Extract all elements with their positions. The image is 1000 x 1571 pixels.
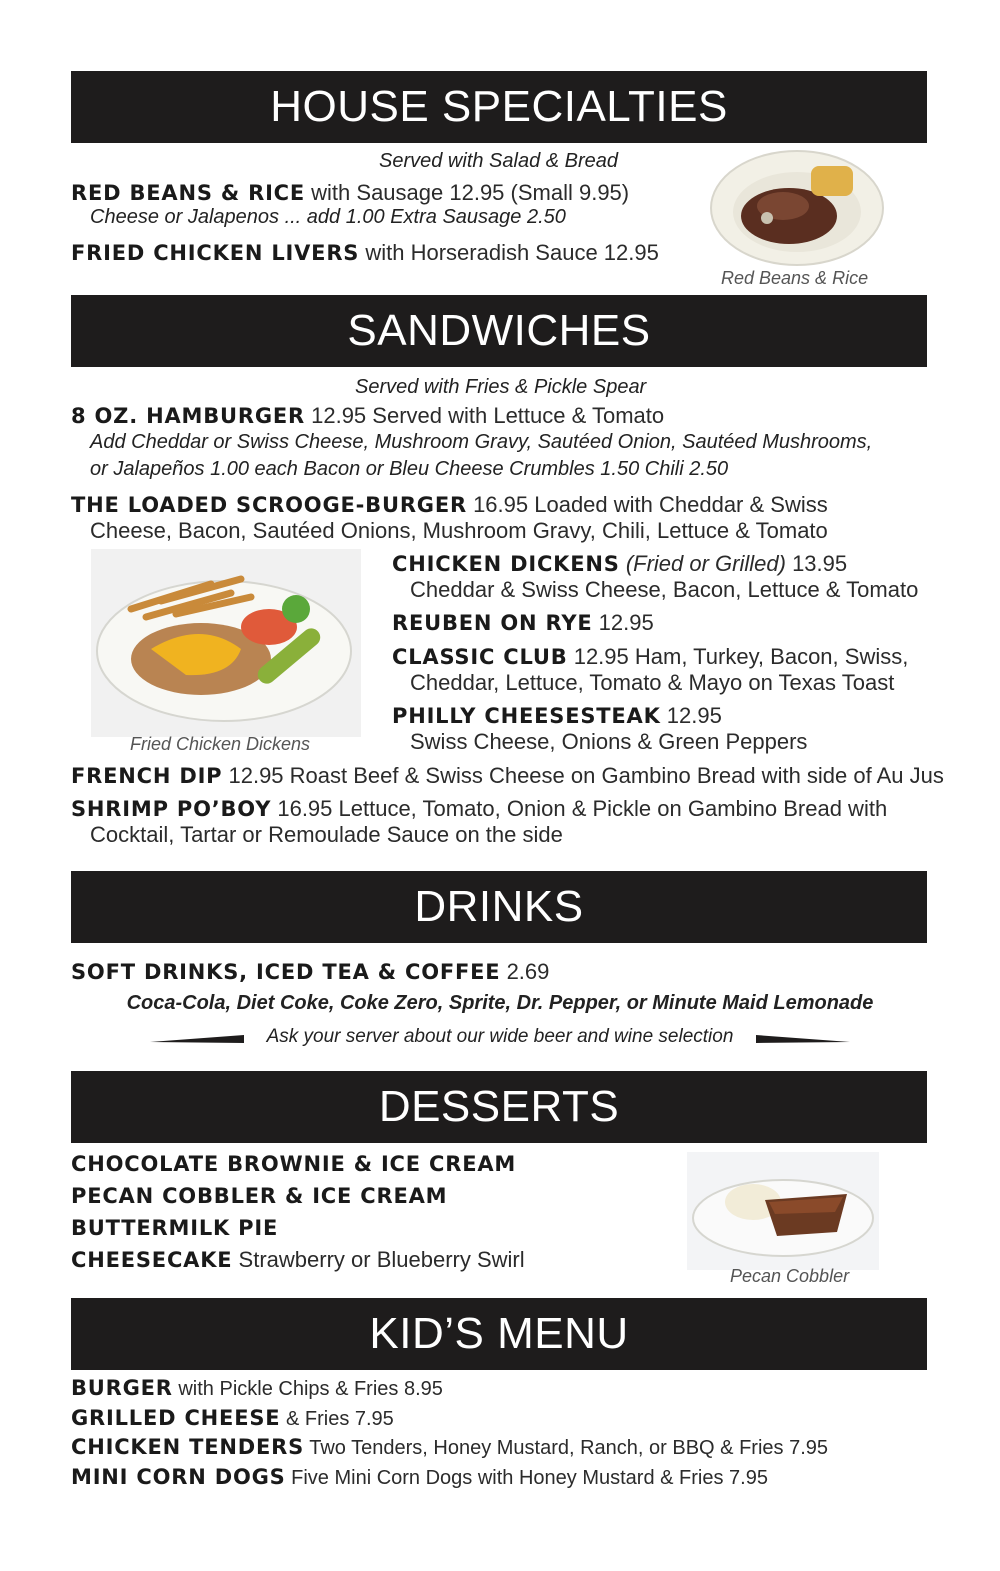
- sandwiches-served-note: Served with Fries & Pickle Spear: [355, 376, 647, 398]
- item-desc-cont: Cheddar, Lettuce, Tomato & Mayo on Texas Toast: [410, 670, 895, 695]
- red-beans-photo: [709, 148, 885, 268]
- item-name: GRILLED CHEESE: [71, 1406, 281, 1430]
- item-desc-cont: Swiss Cheese, Onions & Green Peppers: [410, 729, 808, 754]
- desserts-header: DESSERTS: [71, 1071, 927, 1143]
- menu-item: [392, 551, 847, 577]
- kids-menu-header: KID’S MENU: [71, 1298, 927, 1370]
- item-desc-cont: Cheddar & Swiss Cheese, Bacon, Lettuce & Tomato: [410, 577, 919, 602]
- item-desc-cont: Cheese, Bacon, Sautéed Onions, Mushroom Gravy, Chili, Lettuce & Tomato: [90, 518, 828, 543]
- item-desc: with Sausage 12.95 (Small 9.95): [305, 180, 630, 205]
- item-name: CHOCOLATE BROWNIE & ICE CREAM: [71, 1152, 517, 1176]
- menu-item: [71, 492, 828, 518]
- item-addon: or Jalapeños 1.00 each Bacon or Bleu Cheese Crumbles 1.50 Chili 2.50: [90, 458, 729, 480]
- pecan-cobbler-photo: [687, 1152, 879, 1270]
- item-desc: 12.95 Ham, Turkey, Bacon, Swiss,: [567, 644, 909, 669]
- item-desc: 16.95 Lettuce, Tomato, Onion & Pickle on Gambino Bread with: [271, 796, 888, 821]
- item-name: 8 OZ. HAMBURGER: [71, 404, 305, 428]
- drinks-list: Coca-Cola, Diet Coke, Coke Zero, Sprite, Dr. Pepper, or Minute Maid Lemonade: [126, 992, 874, 1014]
- item-desc: 12.95: [660, 703, 722, 728]
- item-desc: 2.69: [500, 959, 550, 984]
- menu-item: [71, 1375, 443, 1402]
- menu-item: [71, 763, 944, 789]
- item-name: CHEESECAKE: [71, 1248, 233, 1272]
- item-name: FRENCH DIP: [71, 764, 223, 788]
- menu-item: [71, 1183, 447, 1209]
- menu-item: [71, 959, 549, 985]
- item-desc: Five Mini Corn Dogs with Honey Mustard & Fries 7.95: [285, 1467, 768, 1489]
- item-option: (Fried or Grilled): [619, 551, 786, 576]
- menu-item: [71, 403, 664, 429]
- item-name: CHICKEN TENDERS: [71, 1435, 305, 1459]
- menu-item: [392, 644, 908, 670]
- item-name: BUTTERMILK PIE: [71, 1216, 279, 1240]
- item-desc: Two Tenders, Honey Mustard, Ranch, or BBQ & Fries 7.95: [304, 1437, 828, 1459]
- item-name: REUBEN ON RYE: [392, 611, 593, 635]
- item-name: CHICKEN DICKENS: [392, 552, 620, 576]
- item-name: PHILLY CHEESESTEAK: [392, 704, 661, 728]
- menu-item: [71, 240, 659, 266]
- house-served-note: Served with Salad & Bread: [379, 150, 619, 172]
- item-desc: 12.95: [592, 610, 654, 635]
- item-desc: Strawberry or Blueberry Swirl: [232, 1247, 525, 1272]
- item-name: PECAN COBBLER & ICE CREAM: [71, 1184, 448, 1208]
- item-addon: Cheese or Jalapenos ... add 1.00 Extra Sausage 2.50: [90, 206, 566, 228]
- drinks-header: DRINKS: [71, 871, 927, 943]
- item-desc: 12.95 Served with Lettuce & Tomato: [305, 403, 665, 428]
- item-name: RED BEANS & RICE: [71, 181, 306, 205]
- menu-item: [71, 1464, 768, 1491]
- item-name: SOFT DRINKS, ICED TEA & COFFEE: [71, 960, 501, 984]
- item-desc: with Pickle Chips & Fries 8.95: [172, 1378, 443, 1400]
- menu-item: [71, 1405, 394, 1432]
- item-addon: Add Cheddar or Swiss Cheese, Mushroom Gravy, Sautéed Onion, Sautéed Mushrooms,: [90, 431, 873, 453]
- photo-caption: Red Beans & Rice: [721, 268, 869, 288]
- item-name: FRIED CHICKEN LIVERS: [71, 241, 360, 265]
- menu-item: [392, 610, 654, 636]
- item-name: BURGER: [71, 1376, 173, 1400]
- menu-item: [71, 1434, 828, 1461]
- menu-item: [392, 703, 722, 729]
- menu-item: [71, 1215, 278, 1241]
- item-price: 13.95: [785, 551, 848, 576]
- photo-caption: Pecan Cobbler: [730, 1266, 850, 1286]
- item-name: THE LOADED SCROOGE-BURGER: [71, 493, 467, 517]
- item-desc-cont: Cocktail, Tartar or Remoulade Sauce on the side: [90, 822, 563, 847]
- item-desc: with Horseradish Sauce 12.95: [359, 240, 659, 265]
- item-name: CLASSIC CLUB: [392, 645, 568, 669]
- right-flourish: [756, 1033, 850, 1045]
- item-name: SHRIMP PO’BOY: [71, 797, 272, 821]
- item-desc: 12.95 Roast Beef & Swiss Cheese on Gambino Bread with side of Au Jus: [222, 763, 944, 788]
- item-desc: & Fries 7.95: [280, 1408, 394, 1430]
- item-name: MINI CORN DOGS: [71, 1465, 286, 1489]
- beer-wine-note: Ask your server about our wide beer and wine selection: [266, 1026, 734, 1047]
- menu-item: [71, 1247, 525, 1273]
- sandwiches-header: SANDWICHES: [71, 295, 927, 367]
- photo-caption: Fried Chicken Dickens: [130, 734, 311, 754]
- item-desc: 16.95 Loaded with Cheddar & Swiss: [466, 492, 828, 517]
- menu-item: [71, 1151, 516, 1177]
- house-specialties-header: HOUSE SPECIALTIES: [71, 71, 927, 143]
- menu-item: [71, 180, 629, 206]
- chicken-dickens-photo: [91, 549, 361, 737]
- menu-item: [71, 796, 887, 822]
